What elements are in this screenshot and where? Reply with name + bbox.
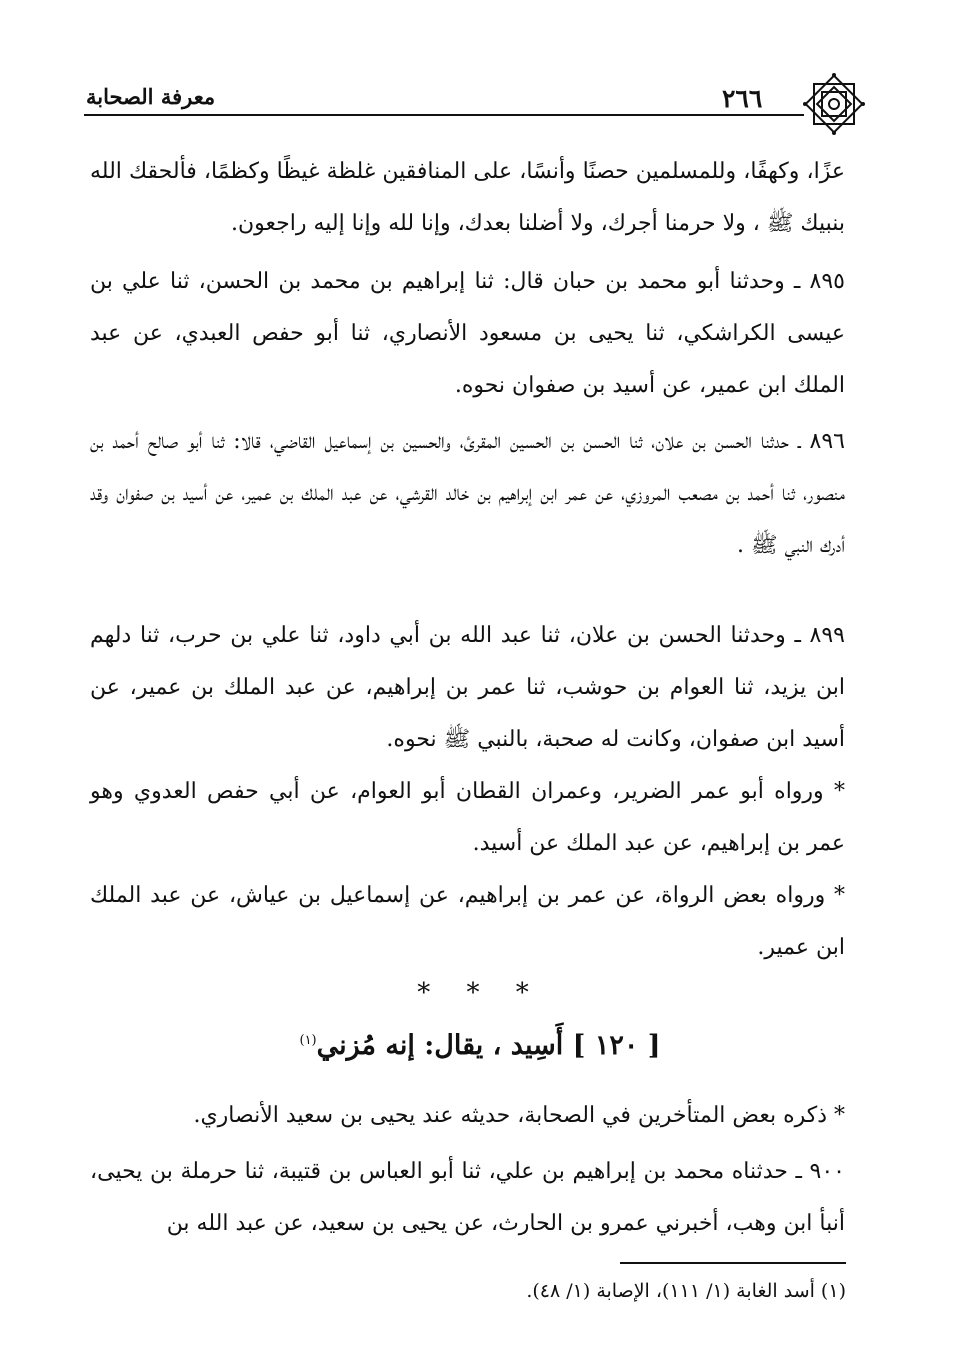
footnote: (١) أسد الغابة (١/ ١١١)، الإصابة (١/ ٤٨).	[526, 1280, 846, 1302]
section-separator: * * *	[417, 978, 543, 1008]
header-rule	[84, 114, 804, 116]
paragraph-hadith-895: ٨٩٥ ـ وحدثنا أبو محمد بن حبان قال: ثنا إبراهيم بن محمد بن الحسن، ثنا علي بن عيسى الكراشكي، ثنا يحيى بن مسعود الأنصاري، ثنا أبو حفص العبدي، عن عبد الملك ابن عمير، عن أسيد بن صفوان نحوه.	[90, 269, 845, 398]
paragraph-riwaya-1: * ورواه أبو عمر الضرير، وعمران القطان أبو العوام، عن أبي حفص العدوي وهو عمر بن إبراهيم، عن عبد الملك عن أسيد.	[90, 779, 845, 856]
paragraph-hadith-900: ٩٠٠ ـ حدثناه محمد بن إبراهيم بن علي، ثنا أبو العباس بن قتيبة، ثنا حرملة بن يحيى، أنبأ ابن وهب، أخبرني عمرو بن الحارث، عن يحيى بن سعيد، عن عبد الله بن	[90, 1159, 845, 1236]
page-number: ٢٦٦	[722, 84, 763, 113]
paragraph-section-intro: * ذكره بعض المتأخرين في الصحابة، حديثه عند يحيى بن سعيد الأنصاري.	[193, 1103, 845, 1128]
paragraph-hadith-899: ٨٩٩ ـ وحدثنا الحسن بن علان، ثنا عبد الله بن أبي داود، ثنا علي بن حرب، ثنا دلهم ابن يزيد، ثنا العوام بن حوشب، ثنا عمر بن إبراهيم، عن عبد الملك بن عمير، عن أسيد ابن صفوان، وكانت له صحبة، بالنبي ﷺ نحوه.	[90, 623, 845, 752]
octagonal-ornament-icon	[802, 72, 866, 136]
paragraph-hadith-896: ٨٩٦ ـ حدثنا الحسن بن علان، ثنا الحسن بن الحسين المقرئ، والحسين بن إسماعيل القاضي، قالا: ثنا أبو صالح أحمد بن منصور، ثنا أحمد بن مصعب المروزي، عن عمر ابن إبراهيم بن خالد القرشي، عن عبد الملك بن عمير، عن أسيد بن صفوان وقد أدرك النبي ﷺ .	[90, 429, 845, 558]
paragraph-riwaya-2: * ورواه بعض الرواة، عن عمر بن إبراهيم، عن إسماعيل بن عياش، عن عبد الملك ابن عمير.	[90, 883, 845, 960]
paragraph-continuation: عزًا، وكهفًا، وللمسلمين حصنًا وأنسًا، على المنافقين غلظة غيظًا وكظمًا، فألحقك الله بنبيك ﷺ ، ولا حرمنا أجرك، ولا أضلنا بعدك، وإنا لله وإنا إليه راجعون.	[90, 159, 845, 236]
running-title: معرفة الصحابة	[86, 84, 216, 109]
footnote-marker: (١)	[299, 1033, 317, 1048]
section-heading	[190, 1030, 770, 1061]
footnote-rule	[620, 1262, 846, 1264]
section-heading-text: [ ١٢٠ ] أَسِيد ، يقال: إنه مُزني	[316, 1030, 661, 1061]
